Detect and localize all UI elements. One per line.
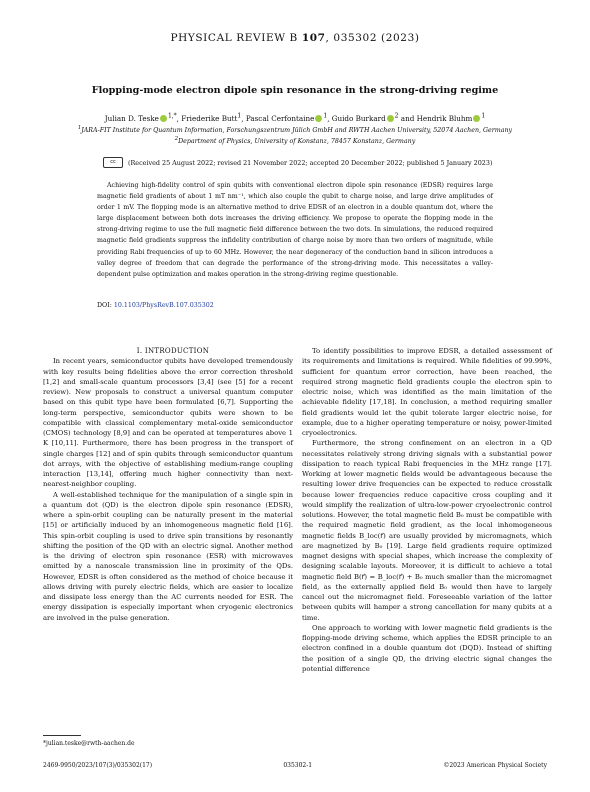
doi-line	[97, 302, 214, 309]
paper-title: Flopping-mode electron dipole spin resonance in the strong-driving regime	[91, 85, 499, 96]
journal-name: PHYSICAL REVIEW B	[170, 32, 298, 44]
author-list: Julian D. Teske $^{1,*}$, Friederike Butt$^1$, Pascal Cerfontaine $^1$, Guido Burkard $^2$ and Hendrik Bluhm $^1$	[104, 113, 486, 124]
journal-volume: 107	[301, 32, 326, 44]
corresponding-author-footnote: *julian.teske@rwth-aachen.de	[43, 740, 135, 747]
orcid-icon[interactable]	[315, 115, 322, 122]
intro-paragraph-2: A well-established technique for the manipulation of a single spin in a quantum dot (QD) is the electron dipole spin resonance (EDSR), where a spin-orbit coupling can be naturally present in the material [15] or artificially induced by an inhomogeneous magnetic field [16]. This spin-orbit coupling is used to drive spin transitions by resonantly shifting the position of the QD with an electric signal. Another method is the driving of electron spin resonance (ESR) with microwaves emitted by a nanoscale transmission line in proximity of the QDs. However, EDSR is often considered as the method of choice because it allows driving with purely electric fields, which are easier to localize and dissipate less energy than the AC currents needed for ESR. The energy dissipation is especially important when cryogenic electronics are involved in the pulse generation.	[43, 490, 293, 622]
received-text: (Received 25 August 2022; revised 21 November 2022; accepted 20 December 2022; published 5 January 2023)	[128, 158, 493, 167]
author: Friederike Butt$^1$	[181, 113, 242, 124]
author: Julian D. Teske $^{1,*}$	[104, 113, 177, 124]
intro-paragraph-5: One approach to working with lower magnetic field gradients is the flopping-mode driving scheme, which applies the EDSR principle to an electron confined in a double quantum dot (DQD). Instead of shifting the position of a single QD, the driving electric signal changes the potential difference	[302, 623, 552, 673]
doi-link[interactable]: 10.1103/PhysRevB.107.035302	[113, 302, 214, 309]
received-dates	[103, 157, 492, 168]
doi-label: DOI:	[97, 302, 112, 309]
footer-issn: 2469-9950/2023/107(3)/035302(17)	[43, 762, 153, 769]
author: and Hendrik Bluhm $^1$	[400, 113, 486, 124]
intro-paragraph-3: To identify possibilities to improve EDSR, a detailed assessment of its requirements and limitations is required. While fidelities of 99.99%, sufficient for quantum error correction, have been reached, the required strong magnetic field gradients couple the electron spin to electric noise, which was identified as the main limitation of the achievable fidelity [17,18]. In conclusion, a method requiring smaller field gradients would let the qubit tolerate larger electric noise, for example, due to a higher operating temperature or noisy, power-limited cryoelectronics.	[302, 347, 552, 437]
left-column	[43, 346, 293, 623]
author: Pascal Cerfontaine $^1$	[245, 113, 328, 124]
affiliation-1: $^1$JARA-FIT Institute for Quantum Information, Forschungszentrum Jülich GmbH and RWTH Aachen University, 52074 Aachen, Germany	[77, 125, 513, 135]
footnote-divider	[43, 735, 81, 736]
journal-header	[0, 32, 590, 44]
abstract: Achieving high-fidelity control of spin qubits with conventional electron dipole spin resonance (EDSR) requires large magnetic field gradients of about 1 mT nm⁻¹, which also couple the qubit to charge noise, and large drive amplitudes of order 1 mV. The flopping mode is an alternative method to drive EDSR of an electron in a double quantum dot, where the large displacement between both dots increases the driving efficiency. We propose to operate the flopping mode in the strong-driving regime to use the full magnetic field difference between the two dots. In simulations, the reduced required magnetic field gradients suppress the infidelity contribution of charge noise by more than two orders of magnitude, while providing Rabi frequencies of up to 60 MHz. However, the near degeneracy of the conduction band in silicon introduces a valley degree of freedom that can degrade the performance of the strong-driving mode. This necessitates a valley-dependent pulse optimization and makes operation in the strong-driving regime questionable.	[97, 182, 493, 278]
journal-article-ref: , 035302 (2023)	[325, 32, 420, 44]
orcid-icon[interactable]	[473, 115, 480, 122]
section-heading: I. INTRODUCTION	[136, 347, 210, 355]
page-footer	[43, 762, 547, 769]
orcid-icon[interactable]	[387, 115, 394, 122]
author: Guido Burkard $^2$	[331, 113, 399, 124]
footer-page-number: 035302-1	[283, 762, 313, 769]
intro-paragraph-1: In recent years, semiconductor qubits have developed tremendously with key results being fidelities above the error correction threshold [1,2] and small-scale quantum processors [3,4] (see [5] for a recent review). New proposals to construct a universal quantum computer based on this qubit type have been formulated [6,7]. Supporting the long-term perspective, semiconductor qubits were shown to be compatible with classical complementary metal-oxide semiconductor (CMOS) technology [8,9] and can be operated at temperatures above 1 K [10,11]. Furthermore, there has been progress in the transport of single charges [12] and of spin qubits through semiconductor quantum dot arrays, with the objective of establishing medium-range coupling interaction [13,14], offering much higher connectivity than next-nearest-neighbor coupling.	[43, 357, 293, 489]
footer-copyright: ©2023 American Physical Society	[443, 762, 547, 769]
right-column	[302, 346, 552, 674]
orcid-icon[interactable]	[160, 115, 167, 122]
affiliation-2: $^2$Department of Physics, University of Konstanz, 78457 Konstanz, Germany	[174, 136, 416, 146]
cc-license-icon[interactable]: cc	[103, 157, 123, 168]
intro-paragraph-4: Furthermore, the strong confinement on an electron in a QD necessitates relatively strong driving signals with a substantial power dissipation to reach typical Rabi frequencies in the MHz range [17]. Working at lower magnetic fields would be advantageous because the resulting lower drive frequencies can be expected to reduce crosstalk because lower frequencies reduce capacitive cross coupling and it would simplify the realization of ultra-low-power cryoelectronic control solutions. However, the total magnetic field B₀ must be compatible with the required magnetic field gradient, as the local inhomogeneous magnetic fields B_loc(r⃗) are usually provided by micromagnets, which are magnetized by B₀ [19]. Large field gradients require optimized magnet designs with special shapes, which increase the complexity of designing scalable layouts. Moreover, it is difficult to achieve a total magnetic field B(r⃗) = B_loc(r⃗) + B₀ much smaller than the micromagnet field, as the externally applied field B₀ would then have to largely cancel out the micromagnet field. Foreseeable variation of the latter between qubits will hamper a strong cancellation for many qubits at a time.	[302, 439, 552, 622]
